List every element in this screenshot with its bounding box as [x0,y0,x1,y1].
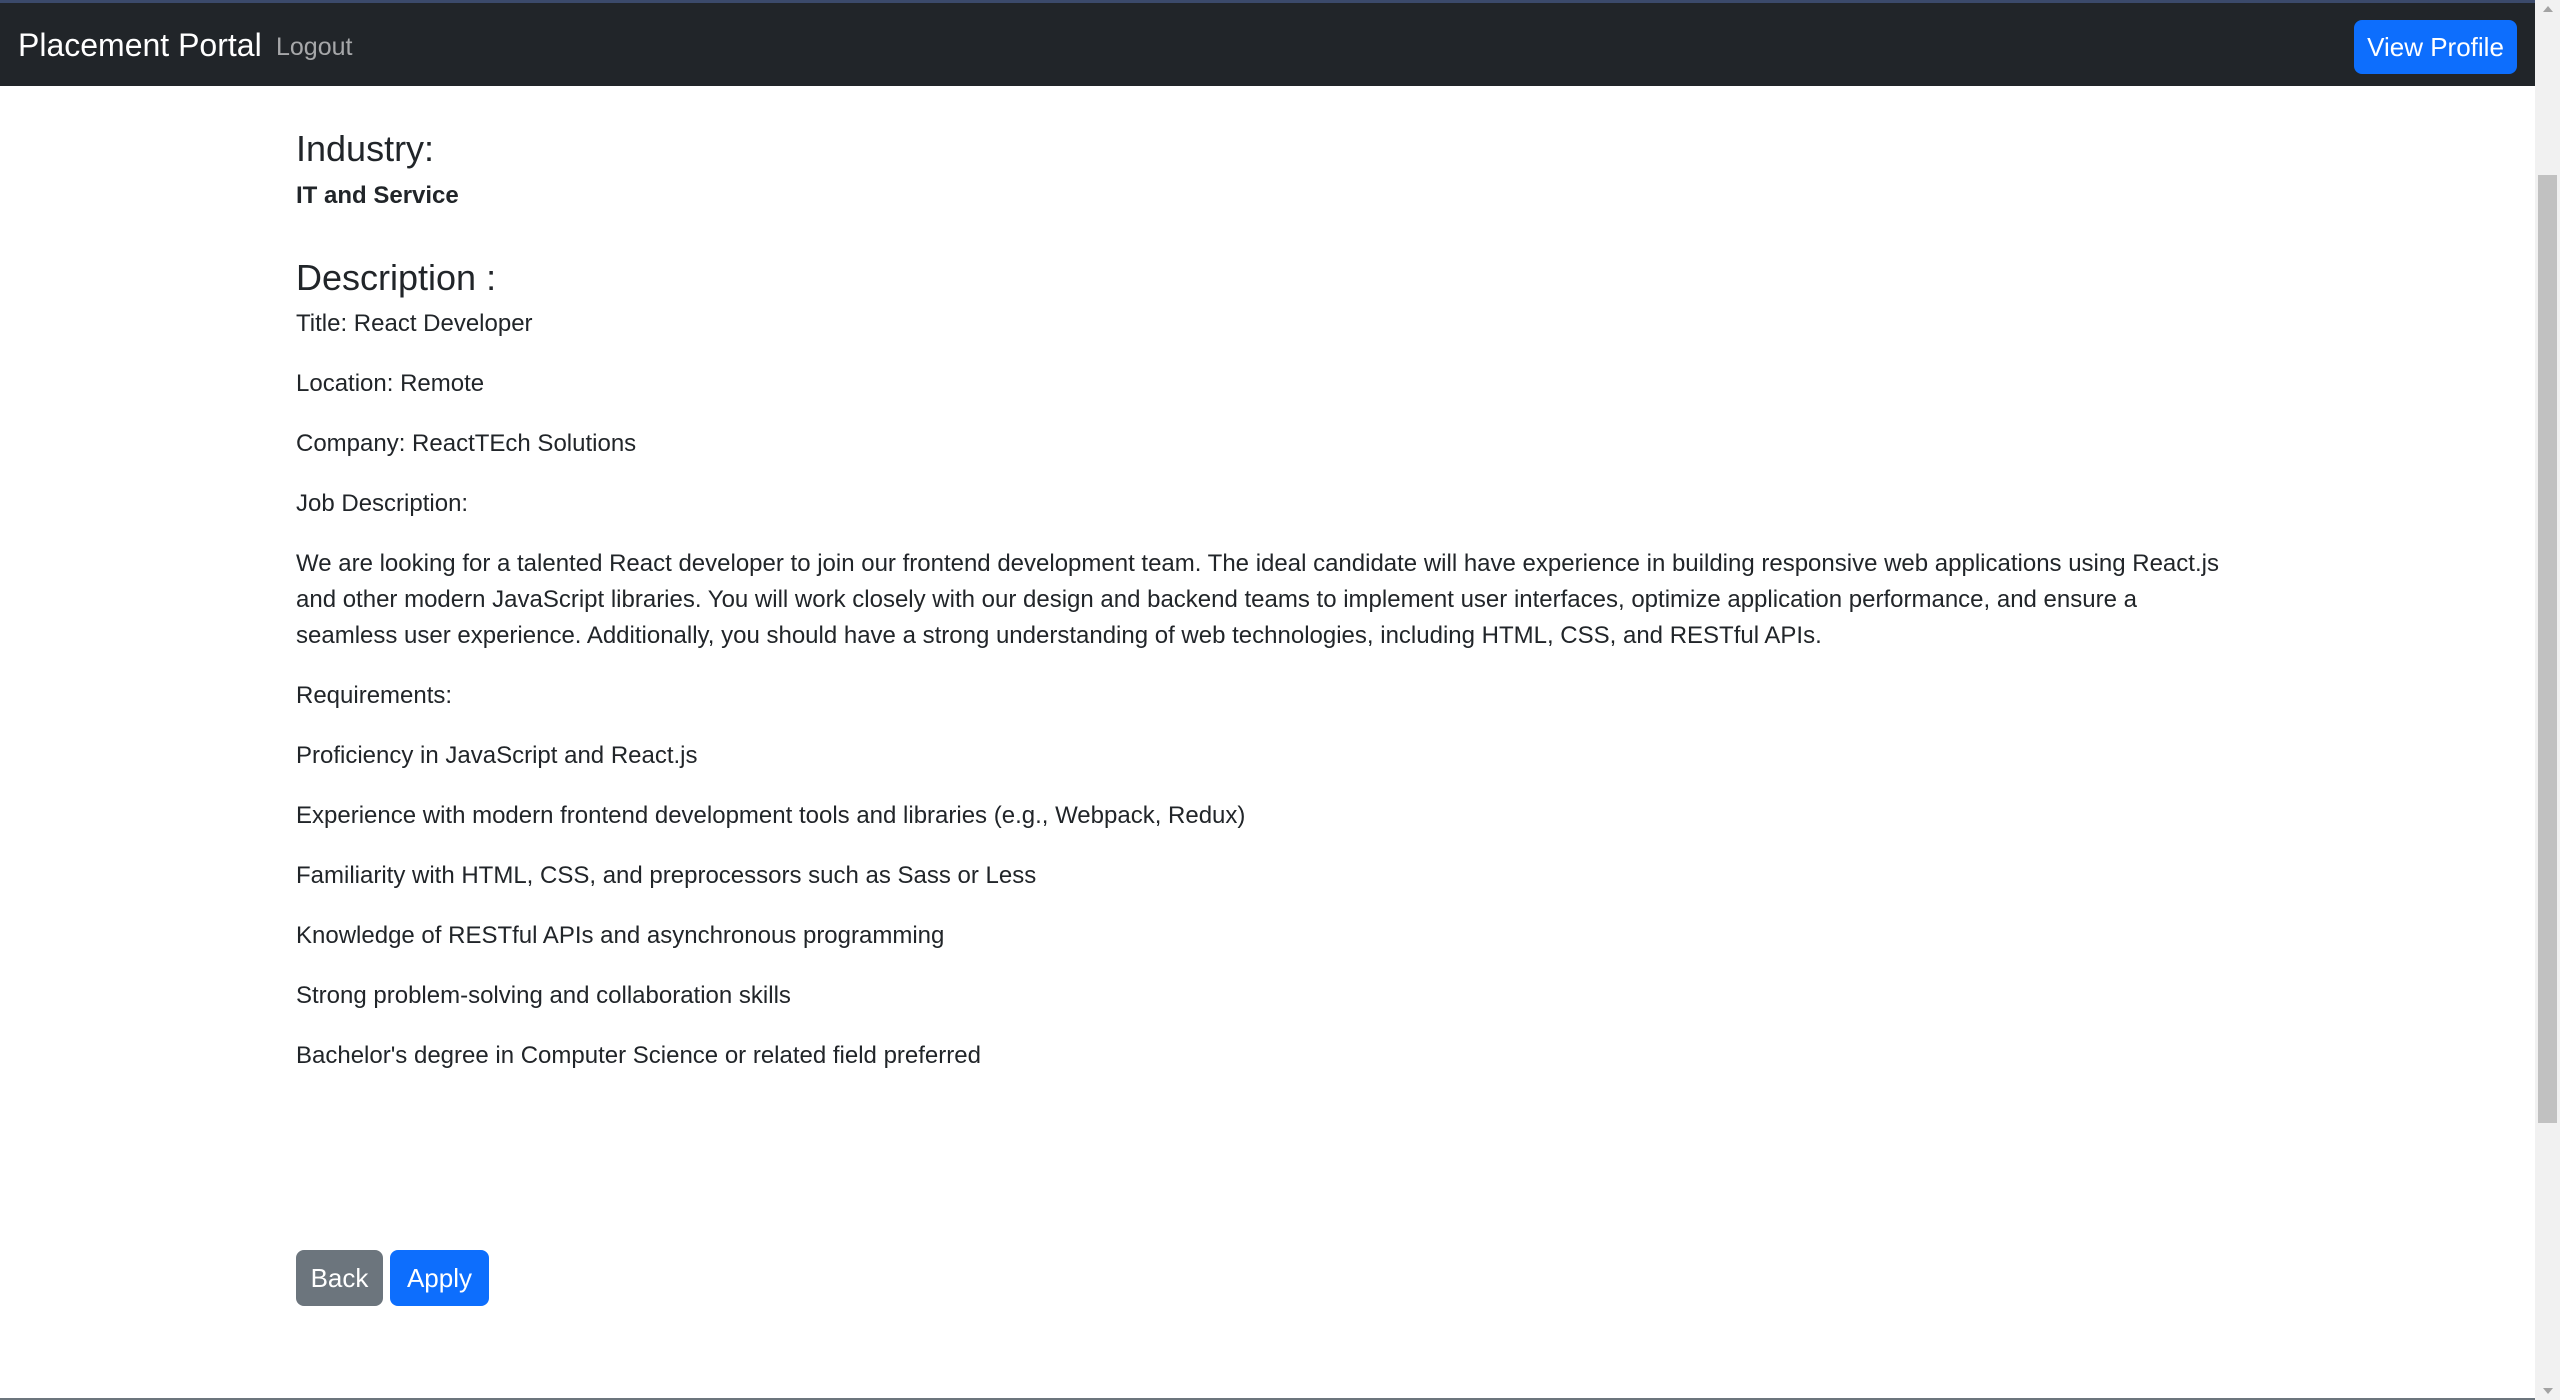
requirement-item: Bachelor's degree in Computer Science or related field preferred [296,1042,981,1069]
apply-button[interactable]: Apply [390,1250,489,1306]
requirements-label: Requirements: [296,682,453,709]
view-profile-button[interactable]: View Profile [2354,20,2517,74]
job-location-line: Location: Remote [296,370,485,397]
vertical-scrollbar[interactable] [2535,0,2560,1400]
brand-link[interactable]: Placement Portal [18,27,262,63]
back-button[interactable]: Back [296,1250,383,1306]
job-description-text: We are looking for a talented React developer to join our frontend development team. The ideal candidate will have experience in building responsive web applications using React.js and other modern JavaScript libraries. You will work closely with our design and backend teams to implement user interfaces, optimize application performance, and ensure a seamless user experience. Additionally, you should have a strong understanding of web technologies, including HTML, CSS, and RESTful APIs. [296,550,2219,649]
requirement-item: Experience with modern frontend development tools and libraries (e.g., Webpack, Redux) [296,802,1246,829]
description-heading: Description : [296,257,497,298]
job-company-line: Company: ReactTEch Solutions [296,430,637,457]
industry-value: IT and Service [296,182,459,209]
description-body [296,306,2236,1074]
requirement-item: Knowledge of RESTful APIs and asynchronous programming [296,922,945,949]
job-description-label: Job Description: [296,490,469,517]
navbar [0,0,2535,86]
scroll-up-icon[interactable] [2543,6,2553,12]
logout-link[interactable]: Logout [276,33,353,61]
scrollbar-thumb[interactable] [2538,175,2557,1123]
industry-heading: Industry: [296,128,435,169]
job-details [296,120,2236,1098]
requirement-item: Strong problem-solving and collaboration skills [296,982,791,1009]
job-title-line: Title: React Developer [296,310,533,337]
requirement-item: Familiarity with HTML, CSS, and preprocessors such as Sass or Less [296,862,1037,889]
scroll-down-icon[interactable] [2543,1388,2553,1394]
requirement-item: Proficiency in JavaScript and React.js [296,742,698,769]
